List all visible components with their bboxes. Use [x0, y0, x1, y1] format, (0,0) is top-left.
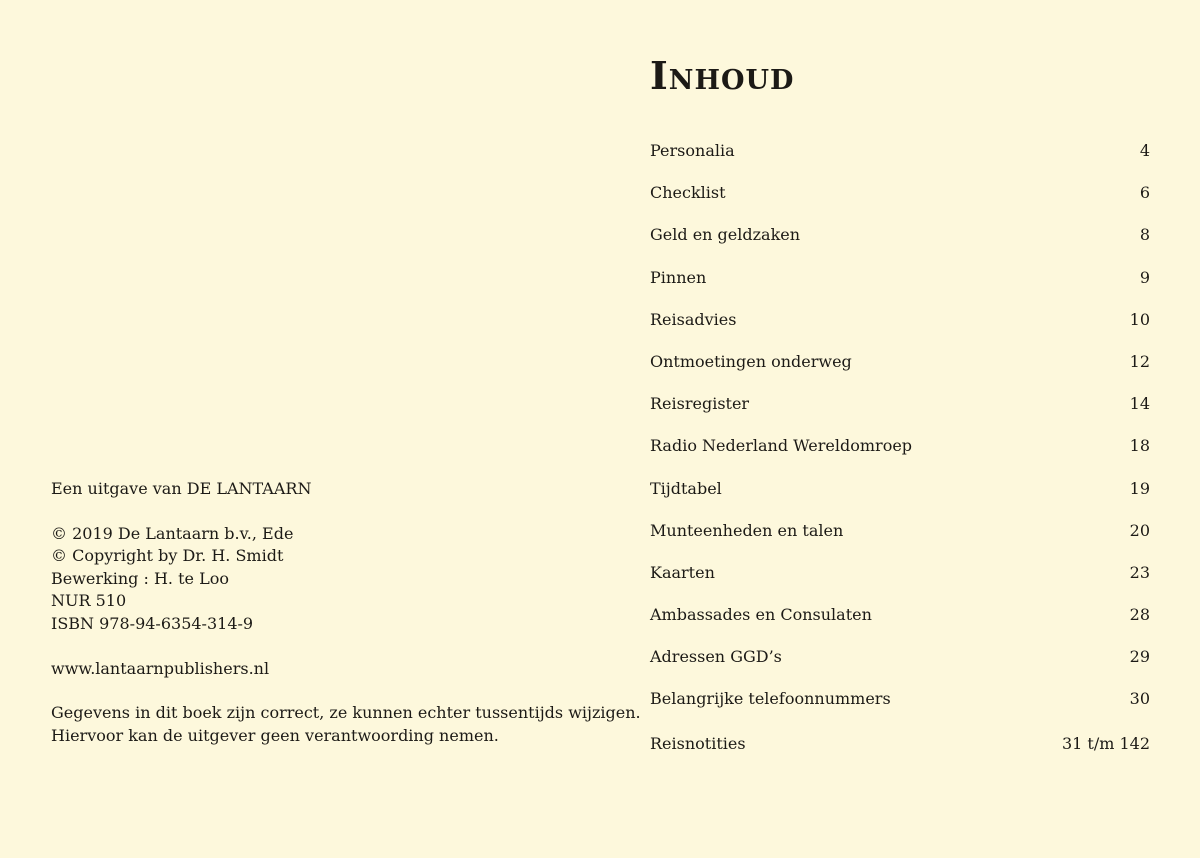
- toc-item-label: Personalia: [650, 141, 735, 160]
- toc-item: [650, 732, 1150, 774]
- toc-item: [650, 350, 1150, 392]
- toc-item: [650, 308, 1150, 350]
- toc-item: [650, 392, 1150, 434]
- toc-item: [650, 477, 1150, 519]
- publisher-line: Een uitgave van DE LANTAARN: [51, 479, 312, 498]
- toc-item-page: 9: [1139, 267, 1150, 287]
- toc-item-page: 29: [1129, 647, 1150, 667]
- toc-item: [650, 645, 1150, 687]
- colophon: [51, 478, 641, 747]
- toc-item-page: 23: [1129, 562, 1150, 582]
- toc-item-label: Radio Nederland Wereldomroep: [650, 436, 913, 456]
- toc-item: [650, 603, 1150, 645]
- toc-item-page: 6: [1139, 183, 1150, 203]
- toc-item-page: 20: [1129, 520, 1150, 540]
- website-link[interactable]: www.lantaarnpublishers.nl: [51, 658, 270, 678]
- toc-item-label: Reisnotities: [650, 733, 746, 753]
- toc-item-page: 18: [1129, 436, 1150, 456]
- toc-item-page: 10: [1129, 309, 1150, 329]
- disclaimer-block: [51, 702, 641, 747]
- toc-item-page: 28: [1129, 605, 1150, 625]
- toc-item: [650, 181, 1150, 223]
- toc-item-label: Reisadvies: [650, 309, 737, 329]
- toc-item-page: 31 t/m 142: [1061, 733, 1150, 753]
- copyright-line: Bewerking : H. te Loo: [51, 568, 229, 588]
- toc-item: [650, 687, 1150, 729]
- toc-item-page: 30: [1129, 689, 1150, 709]
- toc-item-label: Pinnen: [650, 267, 707, 287]
- toc-item-label: Tijdtabel: [650, 478, 722, 498]
- toc-item: [650, 434, 1150, 476]
- toc-list: [650, 139, 1150, 774]
- copyright-line: ISBN 978-94-6354-314-9: [51, 613, 254, 633]
- toc-item-label: Reisregister: [650, 394, 750, 414]
- copyright-line: © 2019 De Lantaarn b.v., Ede: [51, 523, 294, 543]
- toc-item-page: 12: [1129, 351, 1150, 371]
- disclaimer-line: Hiervoor kan de uitgever geen verantwoording nemen.: [51, 725, 499, 745]
- publisher-line-block: [51, 478, 571, 501]
- website-block: [51, 658, 571, 681]
- toc-item-label: Munteenheden en talen: [650, 520, 844, 540]
- toc-item-page: 14: [1129, 394, 1150, 414]
- toc-item: [650, 223, 1150, 265]
- toc-item-label: Belangrijke telefoonnummers: [650, 689, 891, 709]
- toc-item-label: Adressen GGD’s: [650, 647, 782, 667]
- toc-item-label: Kaarten: [650, 562, 715, 582]
- toc-item: [650, 519, 1150, 561]
- toc-item-page: 8: [1139, 225, 1150, 245]
- toc-item-label: Geld en geldzaken: [650, 225, 801, 245]
- toc-item: [650, 561, 1150, 603]
- toc-item-label: Ambassades en Consulaten: [650, 605, 872, 625]
- toc-item-label: Ontmoetingen onderweg: [650, 351, 852, 371]
- toc-item: [650, 139, 1150, 181]
- toc-title: Inhoud: [650, 53, 795, 98]
- disclaimer-line: Gegevens in dit boek zijn correct, ze kunnen echter tussentijds wijzigen.: [51, 703, 641, 723]
- toc-item-page: 19: [1129, 478, 1150, 498]
- copyright-line: © Copyright by Dr. H. Smidt: [51, 546, 284, 566]
- toc-item-page: 4: [1139, 141, 1150, 160]
- toc-item: [650, 266, 1150, 308]
- copyright-line: NUR 510: [51, 591, 127, 611]
- toc-item-label: Checklist: [650, 183, 726, 203]
- copyright-block: [51, 523, 571, 636]
